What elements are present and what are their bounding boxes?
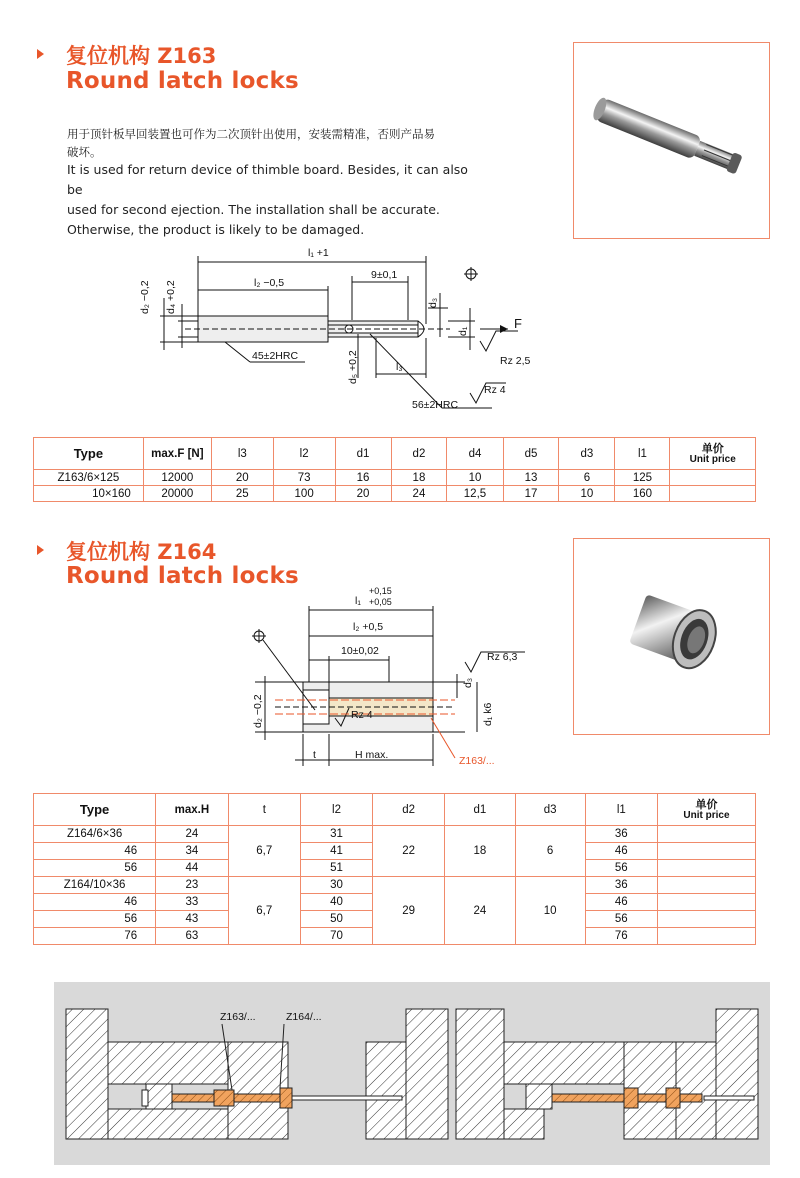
cell: 56	[585, 860, 657, 877]
cell: 6	[559, 470, 615, 486]
unit-price-en: Unit price	[683, 809, 730, 821]
desc-cn-line: 用于顶针板早回装置也可作为二次顶针出使用，安装需精准，否则产品易	[67, 127, 435, 141]
z163-spec-table	[33, 437, 756, 502]
col-header: l2	[273, 438, 335, 470]
cell: 70	[300, 928, 372, 945]
col-header: l1	[615, 438, 670, 470]
cell	[657, 843, 755, 860]
cell: 46	[34, 843, 156, 860]
desc-en-line: used for second ejection. The installation shall be accurate.	[67, 202, 440, 217]
cell: 12,5	[447, 486, 503, 502]
col-header: d2	[373, 794, 445, 826]
cell	[657, 894, 755, 911]
dim-d2: d₂ −0,2	[252, 694, 264, 728]
z164-technical-drawing	[235, 578, 555, 778]
cell: 56	[34, 860, 156, 877]
col-header: l3	[211, 438, 273, 470]
cell: 30	[300, 877, 372, 894]
cell: 25	[211, 486, 273, 502]
dim-d1: d₁	[457, 326, 469, 336]
unit-price-cn: 单价	[695, 797, 718, 811]
roughness-rz25: Rz 2,5	[500, 355, 531, 367]
cell: 6,7	[228, 877, 300, 945]
cell: 63	[156, 928, 228, 945]
cell: 51	[300, 860, 372, 877]
cell: 46	[585, 894, 657, 911]
table-row	[34, 877, 756, 894]
z163-technical-drawing	[130, 238, 590, 423]
cell: 10×160	[34, 486, 144, 502]
col-header: l1	[585, 794, 657, 826]
cell: 24	[156, 826, 228, 843]
cell	[670, 486, 756, 502]
col-header: d1	[445, 794, 515, 826]
col-header: d5	[503, 438, 559, 470]
cell: 10	[447, 470, 503, 486]
cell: 20	[211, 470, 273, 486]
cell: 76	[585, 928, 657, 945]
cell: 56	[34, 911, 156, 928]
col-header: max.F [N]	[143, 438, 211, 470]
cell: 20000	[143, 486, 211, 502]
cell: 125	[615, 470, 670, 486]
cell: 12000	[143, 470, 211, 486]
unit-price-header	[657, 794, 755, 826]
cell	[657, 826, 755, 843]
cell: 29	[373, 877, 445, 945]
z163-title-cn: 复位机构 Z163	[66, 44, 217, 68]
dim-l1-tol-top: +0,15	[369, 586, 392, 596]
force-label: F	[514, 316, 522, 331]
cell: 17	[503, 486, 559, 502]
cell: 16	[335, 470, 391, 486]
dim-l2: l₂ −0,5	[254, 277, 285, 289]
cell: Z164/6×36	[34, 826, 156, 843]
dim-l1-tol-bot: +0,05	[369, 597, 392, 607]
cell: 24	[445, 877, 515, 945]
cell	[657, 860, 755, 877]
cell	[657, 928, 755, 945]
col-header: d1	[335, 438, 391, 470]
section-marker-icon	[37, 49, 44, 59]
assembly-label-z164: Z164/...	[286, 1011, 322, 1023]
cell: 44	[156, 860, 228, 877]
cell: 6	[515, 826, 585, 877]
dim-l1: l₁	[355, 595, 361, 607]
cell: 43	[156, 911, 228, 928]
table-row	[34, 470, 756, 486]
col-header: t	[228, 794, 300, 826]
section-marker-icon	[37, 545, 44, 555]
cell: 73	[273, 470, 335, 486]
dim-l2: l₂ +0,5	[353, 621, 384, 633]
col-header: Type	[34, 794, 156, 826]
dim-d4: d₄ +0,2	[165, 280, 177, 314]
col-header: d4	[447, 438, 503, 470]
cell: 6,7	[228, 826, 300, 877]
unit-price-header	[670, 438, 756, 470]
dim-l3: l₃	[396, 361, 403, 373]
cell: 40	[300, 894, 372, 911]
dim-d5: d₅ +0,2	[347, 350, 359, 384]
dim-d1: d₁ k6	[482, 702, 494, 726]
latch-bushing-image	[574, 539, 769, 734]
mold-assembly-sections	[54, 982, 770, 1165]
col-header: Type	[34, 438, 144, 470]
cell: 46	[585, 843, 657, 860]
col-header: d3	[559, 438, 615, 470]
dim-l1: l₁ +1	[308, 247, 329, 259]
cell: 160	[615, 486, 670, 502]
cell: 36	[585, 826, 657, 843]
roughness-rz4: Rz 4	[484, 384, 506, 396]
dim-d3: d₃	[462, 677, 474, 688]
col-header: d2	[391, 438, 447, 470]
desc-en-line: Otherwise, the product is likely to be damaged.	[67, 222, 365, 237]
col-header: max.H	[156, 794, 228, 826]
latch-lock-pin-image	[574, 43, 769, 238]
cell	[657, 911, 755, 928]
z163-description	[67, 124, 487, 240]
assembly-diagram-panel	[54, 982, 770, 1165]
cell: 50	[300, 911, 372, 928]
dim-9: 9±0,1	[371, 269, 398, 281]
dim-hmax: H max.	[355, 749, 389, 761]
cell: 76	[34, 928, 156, 945]
cell	[657, 877, 755, 894]
col-header: d3	[515, 794, 585, 826]
cell: 10	[559, 486, 615, 502]
cell: Z163/6×125	[34, 470, 144, 486]
cell: 18	[445, 826, 515, 877]
dim-10: 10±0,02	[341, 645, 379, 657]
cell: 10	[515, 877, 585, 945]
cell: 46	[34, 894, 156, 911]
cell: 22	[373, 826, 445, 877]
cell: 100	[273, 486, 335, 502]
desc-en-line: It is used for return device of thimble board. Besides, it can also be	[67, 162, 468, 197]
cell	[670, 470, 756, 486]
cell: 20	[335, 486, 391, 502]
roughness-rz63: Rz 6,3	[487, 651, 518, 663]
z164-product-photo	[573, 538, 770, 735]
cell: 31	[300, 826, 372, 843]
cell: 18	[391, 470, 447, 486]
cell: 13	[503, 470, 559, 486]
assembly-label-z163: Z163/...	[220, 1011, 256, 1023]
z164-title-cn: 复位机构 Z164	[66, 540, 217, 564]
cell: 23	[156, 877, 228, 894]
table-row	[34, 486, 756, 502]
cell: 56	[585, 911, 657, 928]
col-header: l2	[300, 794, 372, 826]
desc-cn-line: 破坏。	[67, 145, 102, 159]
unit-price-cn: 单价	[701, 441, 724, 455]
z163-title-en: Round latch locks	[66, 68, 299, 94]
cell: Z164/10×36	[34, 877, 156, 894]
dim-d3: d₃	[427, 297, 439, 308]
unit-price-en: Unit price	[689, 453, 736, 465]
cell: 34	[156, 843, 228, 860]
z163-product-photo	[573, 42, 770, 239]
dim-t: t	[313, 749, 316, 761]
cell: 36	[585, 877, 657, 894]
z164-title-en: Round latch locks	[66, 563, 299, 589]
cell: 33	[156, 894, 228, 911]
dim-d2: d₂ −0,2	[139, 280, 151, 314]
hrc-56: 56±2HRC	[412, 399, 459, 411]
ref-z163: Z163/...	[459, 755, 495, 767]
roughness-rz4: Rz 4	[351, 709, 373, 721]
z164-spec-table	[33, 793, 756, 945]
cell: 24	[391, 486, 447, 502]
table-row	[34, 826, 756, 843]
hrc-45: 45±2HRC	[252, 350, 299, 362]
cell: 41	[300, 843, 372, 860]
